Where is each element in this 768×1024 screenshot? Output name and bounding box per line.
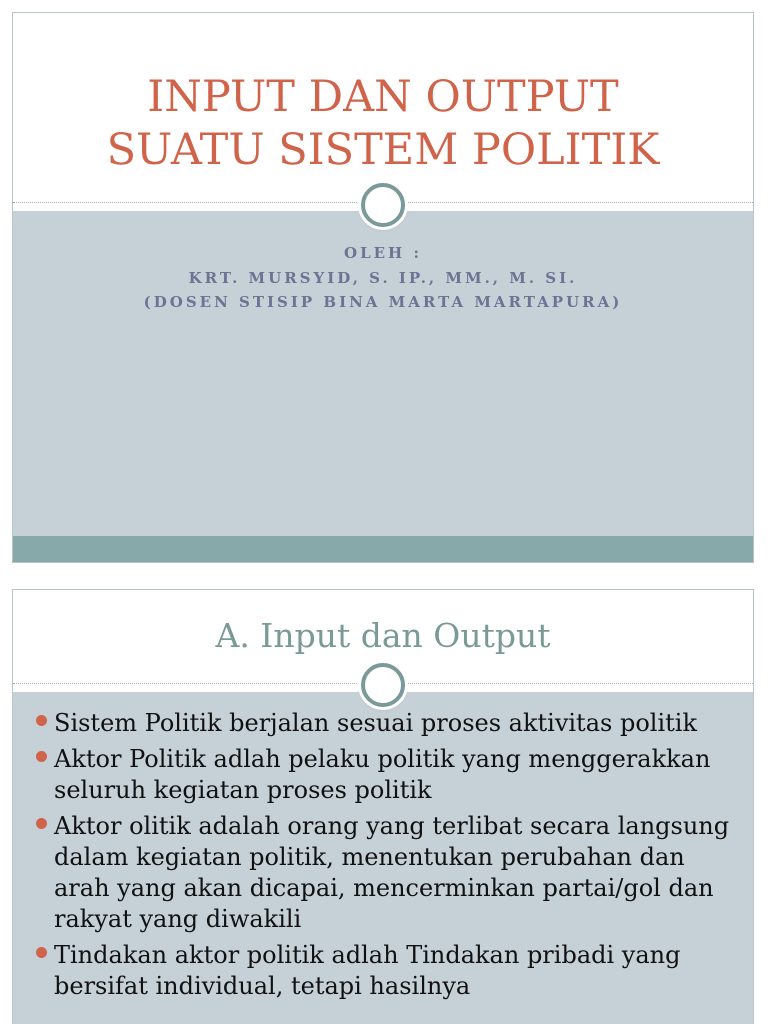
slide-title-line-1: INPUT DAN OUTPUT <box>147 72 619 122</box>
bullet-dot-icon <box>36 715 47 726</box>
slide-heading: A. Input dan Output <box>215 616 551 655</box>
bullet-dot-icon <box>36 947 47 958</box>
title-slide <box>12 12 754 563</box>
byline-line-3: (DOSEN STISIP BINA MARTA MARTAPURA) <box>143 293 623 311</box>
list-item <box>13 708 753 739</box>
list-item <box>13 940 753 1002</box>
list-item-text: Tindakan aktor politik adlah Tindakan pribadi yang bersifat individual, tetapi hasilnya <box>54 941 681 1000</box>
ring-ornament-icon <box>361 183 405 227</box>
slide-title-line-2: SUATU SISTEM POLITIK <box>106 125 660 175</box>
bullet-dot-icon <box>36 818 47 829</box>
slide-title <box>13 71 753 177</box>
list-item <box>13 811 753 935</box>
byline <box>13 241 753 315</box>
list-item <box>13 744 753 806</box>
list-item-text: Aktor Politik adlah pelaku politik yang menggerakkan seluruh kegiatan proses politik <box>54 745 711 804</box>
bullet-dot-icon <box>36 751 47 762</box>
ring-ornament-icon <box>361 663 405 707</box>
list-item-text: Aktor olitik adalah orang yang terlibat secara langsung dalam kegiatan politik, menentukan perubahan dan arah yang akan dicapai, mencerminkan partai/gol dan rakyat yang diwakili <box>54 812 730 933</box>
byline-line-2: KRT. MURSYID, S. IP., MM., M. SI. <box>188 268 578 287</box>
title-slide-header <box>13 13 753 204</box>
bottom-accent-bar <box>13 536 753 562</box>
list-item-text: Sistem Politik berjalan sesuai proses aktivitas politik <box>54 709 697 737</box>
content-slide <box>12 589 754 1024</box>
byline-line-1: OLEH : <box>344 244 422 262</box>
bullet-list <box>13 708 753 1007</box>
